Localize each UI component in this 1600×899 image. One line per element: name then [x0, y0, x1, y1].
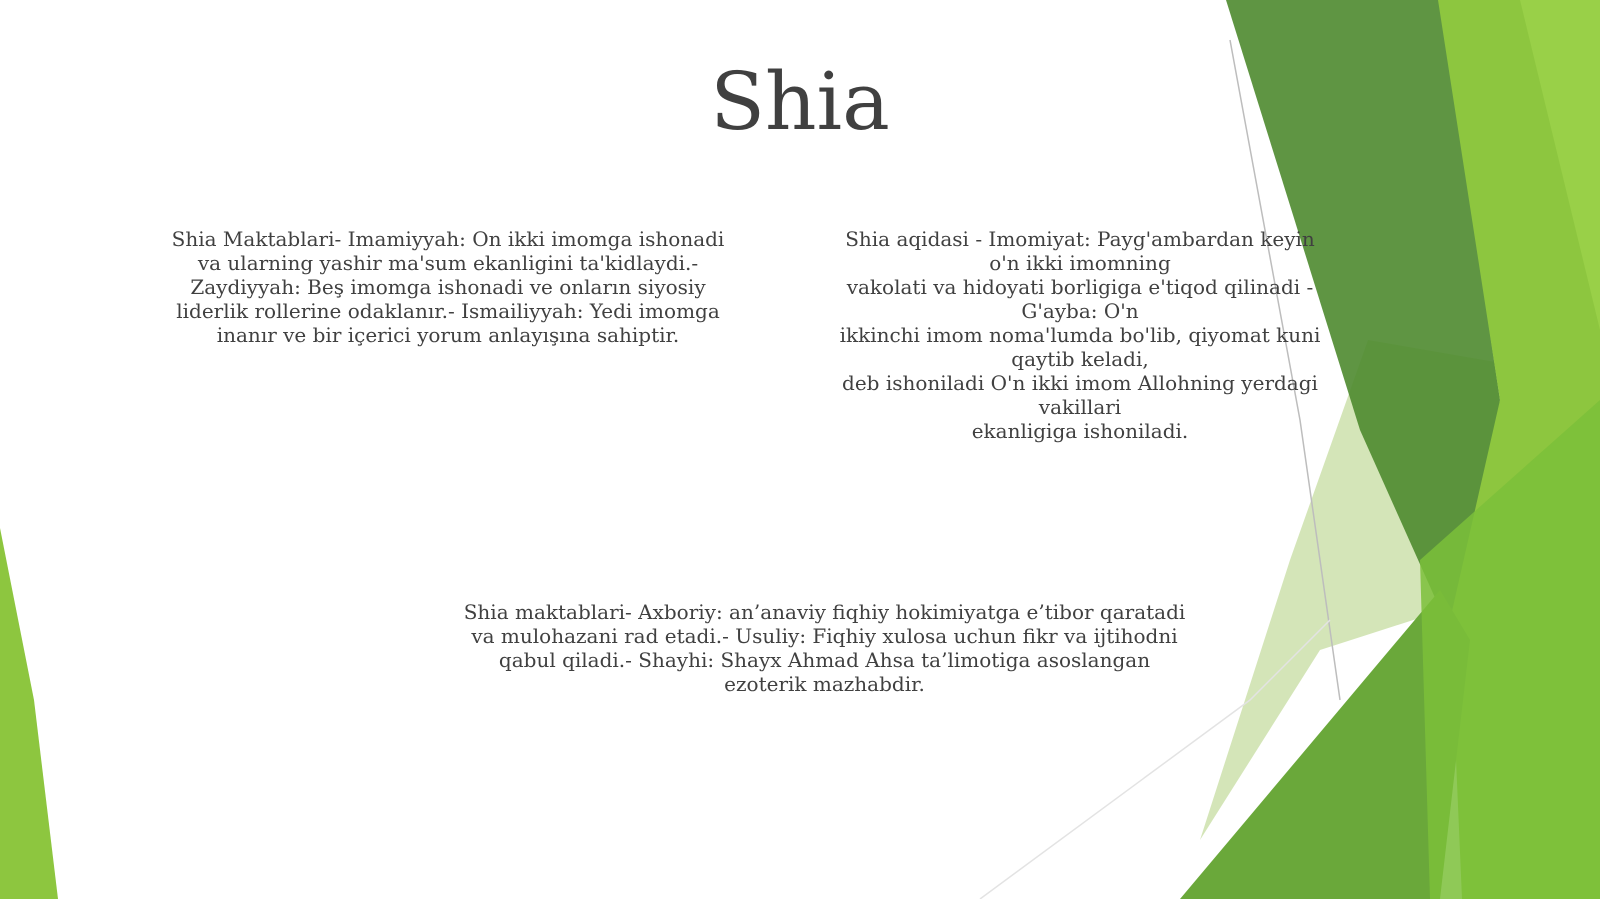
text-line: ikkinchi imom noma'lumda bo'lib, qiyomat kuni qaytib keladi, [839, 323, 1321, 371]
left-green-shape [0, 528, 58, 899]
text-line: Shia aqidasi - Imomiyat: Payg'ambardan keyin o'n ikki imomning [845, 227, 1315, 275]
text-line: vakolati va hidoyati borligiga e'tiqod qilinadi - G'ayba: O'n [846, 275, 1314, 323]
text-block-shia-maktablari-imamiyyah: Shia Maktablari- Imamiyyah: On ikki imomga ishonadi va ularning yashir ma'sum ekanligini ta'kidlaydi.- Zaydiyyah: Beş imomga ishonadi ve onların siyosiy liderlik rollerine odaklanır.- Ismailiyyah: Yedi imomga inanır ve bir içerici yorum anlayışına sahiptir. [171, 227, 725, 347]
slide-title: Shia [710, 55, 890, 148]
text-line: ekanligiga ishoniladi. [971, 419, 1189, 443]
text-line: deb ishoniladi O'n ikki imom Allohning yerdagi vakillari [842, 371, 1318, 419]
text-block-shia-aqidasi [835, 227, 1325, 443]
text-block-shia-maktablari-axboriy: Shia maktablari- Axboriy: an’anaviy fiqhiy hokimiyatga e’tibor qaratadi va mulohazani rad etadi.- Usuliy: Fiqhiy xulosa uchun fikr va ijtihodni qabul qiladi.- Shayhi: Shayx Ahmad Ahsa ta’limotiga asoslangan ezoterik mazhabdir. [463, 600, 1186, 696]
